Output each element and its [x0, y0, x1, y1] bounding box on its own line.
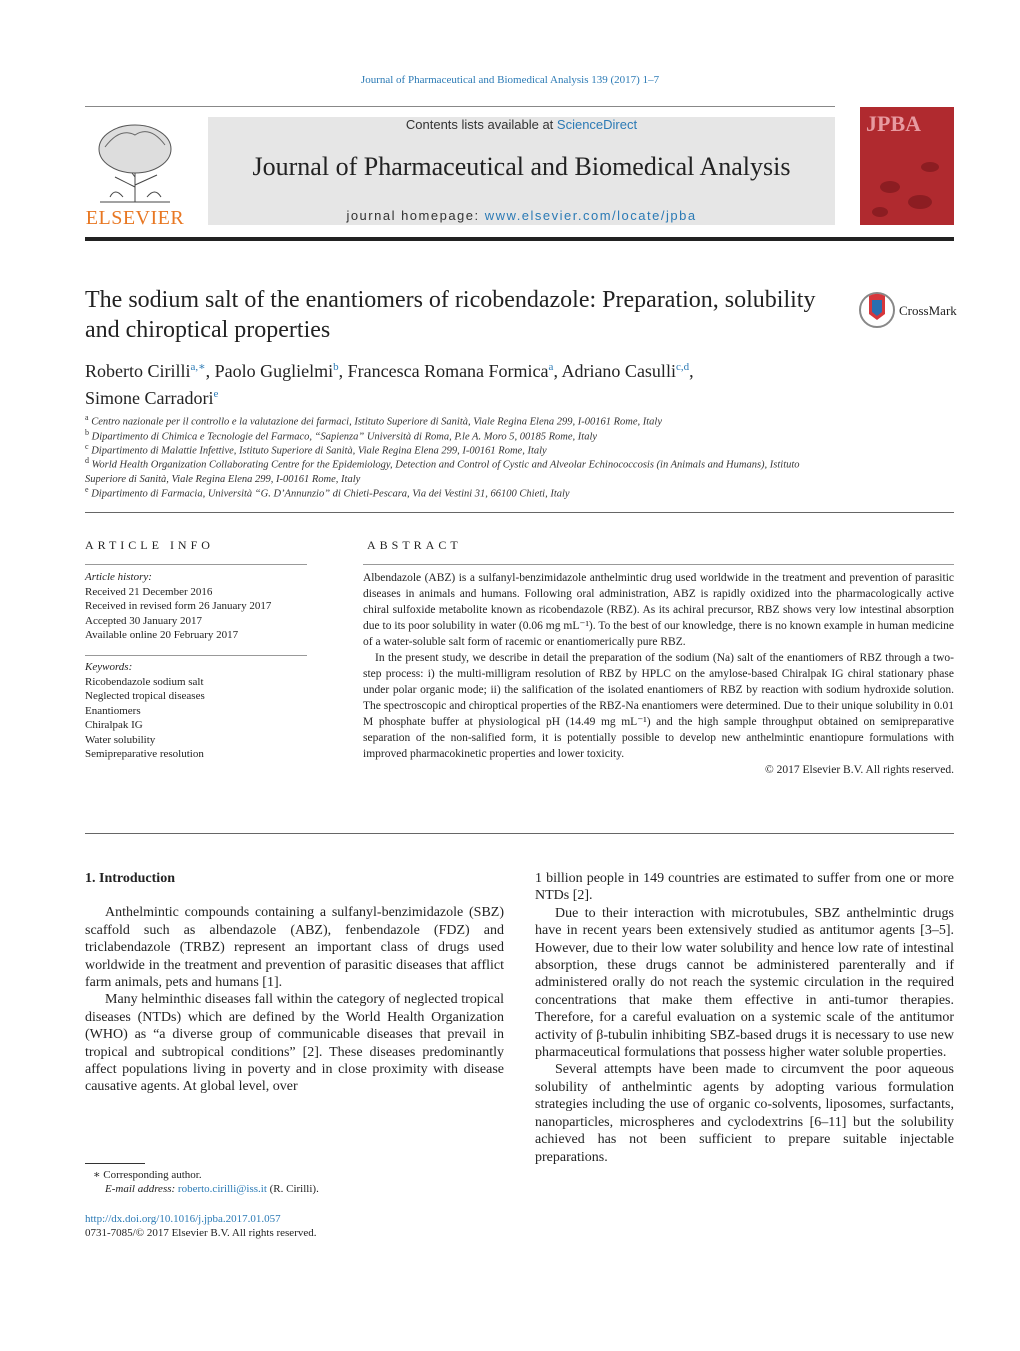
- email-link[interactable]: roberto.cirilli@iss.it: [177, 1183, 267, 1195]
- email-suffix: (R. Cirilli).: [266, 1183, 319, 1195]
- journal-cover-thumbnail[interactable]: [860, 107, 954, 225]
- body-paragraph: Due to their interaction with microtubules, SBZ anthelmintic drugs have in recent years been extensively studied as antitumor agents [3–5]. However, due to their low water solubility and hence low rate of intestinal absorption, these drugs cannot be administered parenterally and if administered orally do not reach the systemic circulation in the required concentrations that make them effective in anti-tumor therapies. Therefore, for a careful evaluation on a systemic scale of the antitumor activity of β-tubulin inhibiting SBZ-based drugs it is necessary to use new pharmaceutical formulations that possess higher water soluble properties.: [535, 905, 954, 1061]
- affiliation-text: Dipartimento di Chimica e Tecnologie del Farmaco, “Sapienza” Università di Roma, P.le A. Moro 5, 00185 Rome, Italy: [91, 431, 598, 443]
- keyword: Neglected tropical diseases: [85, 690, 205, 702]
- header-thick-rule: [85, 237, 954, 241]
- issn-line: 0731-7085/© 2017 Elsevier B.V. All rights reserved.: [85, 1227, 317, 1239]
- affiliation-key: a: [85, 413, 89, 422]
- history-item: Accepted 30 January 2017: [85, 614, 202, 627]
- crossmark-icon[interactable]: [858, 290, 898, 330]
- contents-line: [208, 117, 835, 132]
- affiliation-text: Centro nazionale per il controllo e la valutazione dei farmaci, Istituto Superiore di Sanità, Viale Regina Elena 299, I-00161 Rome, Italy: [91, 416, 662, 428]
- keywords-rule: [85, 655, 307, 656]
- keyword: Ricobendazole sodium salt: [85, 675, 204, 688]
- footnote-rule: [85, 1163, 145, 1164]
- homepage-line: [208, 208, 835, 223]
- cover-title: JPBA: [866, 111, 921, 136]
- author-name[interactable]: Francesca Romana Formica: [347, 361, 549, 381]
- doi-line: [85, 1212, 505, 1227]
- crossmark-label[interactable]: CrossMark: [899, 303, 957, 318]
- email-label: E-mail address:: [105, 1183, 178, 1195]
- homepage-prefix: journal homepage:: [346, 208, 485, 223]
- abstract-paragraph: Albendazole (ABZ) is a sulfanyl-benzimidazole anthelmintic drug used worldwide in the treatment and prevention of parasitic diseases in animals and humans. Following oral administration, ABZ is rapidly oxidized into the pharmacologically active chiral sulfoxide metabolite known as ricobendazole (RBZ). As its achiral precursor, RBZ shows very low intestinal absorption due to its poor solubility in water (0.06 mg mL⁻¹). To the best of our knowledge, there is no known example in human medicine of a water-soluble salt form of racemic or enantiomerically pure RBZ.: [363, 572, 954, 648]
- abstract-heading: ABSTRACT: [367, 538, 462, 552]
- homepage-link[interactable]: www.elsevier.com/locate/jpba: [484, 208, 697, 223]
- article-info-rule: [85, 564, 307, 565]
- abstract-body: [363, 570, 954, 778]
- author-affil-sup[interactable]: c,d: [675, 361, 690, 373]
- contents-prefix: Contents lists available at: [405, 117, 557, 132]
- body-paragraph: Many helminthic diseases fall within the category of neglected tropical diseases (NTDs) which are defined by the World Health Organization (WHO) as “a diverse group of communicable diseases that prevail in tropical and subtropical conditions” [2]. These diseases predominantly affect populations living in poverty and in close proximity with disease causative agents. At global level, over: [85, 992, 504, 1095]
- keyword: Water solubility: [85, 733, 156, 746]
- affiliation-key: b: [85, 428, 89, 437]
- affiliation-text: World Health Organization Collaborating Centre for the Epidemiology, Detection and Control of Cystic and Alveolar Echinococcosis (in Animals and Humans), Istituto Superiore di Sanità, Viale Regina Elena 299, I-00161 Rome, Italy: [85, 459, 800, 485]
- keyword: Chiralpak IG: [85, 719, 143, 731]
- author-affil-sup[interactable]: b: [333, 361, 339, 373]
- author-list: Roberto Cirilli$^{a,∗}$, Paolo Guglielmi$^b$, Francesca Romana Formica$^a$, Adriano Casulli$^{c,d}$, Simone Carradori$^e$: [85, 361, 694, 408]
- author-affil-sup[interactable]: a: [548, 361, 554, 373]
- author-name[interactable]: Roberto Cirilli: [85, 361, 191, 381]
- journal-title: Journal of Pharmaceutical and Biomedical Analysis: [252, 152, 791, 181]
- body-right-column: [535, 870, 954, 1166]
- header-divider: [85, 106, 835, 107]
- keywords-label: Keywords:: [85, 661, 133, 673]
- elsevier-wordmark[interactable]: ELSEVIER: [85, 207, 185, 229]
- article-title: The sodium salt of the enantiomers of ricobendazole: Preparation, solubility and chiroptical properties: [85, 287, 816, 343]
- affiliation-key: c: [85, 442, 89, 451]
- affiliation-text: Dipartimento di Farmacia, Università “G. D’Annunzio” di Chieti-Pescara, Via dei Vestini 31, 66100 Chieti, Italy: [91, 488, 570, 500]
- affiliation-key: e: [85, 485, 89, 494]
- abstract-paragraph: In the present study, we describe in detail the preparation of the sodium (Na) salt of the enantiomers of RBZ through a two-step process: i) the multi-milligram resolution of RBZ by HPLC on the amylose-based Chiralpak IG chiral stationary phase under polar organic mode; ii) the salification of the isolated enantiomers of RBZ by reaction with sodium hydroxide solution. The spectroscopic and chiroptical properties of the RBZ-Na enantiomers were determined. Due to their unique solubility in 0.01 M phosphate buffer at physiological pH (14.49 mg mL⁻¹) and the high sample throughput obtained on semipreparative separation of the non-salified form, it is potentially possible to develop new anthelmintic enantiopure formulations with improved pharmacokinetic properties and lower toxicity.: [363, 652, 954, 760]
- body-paragraph: Several attempts have been made to circumvent the poor aqueous solubility of anthelmintic agents by adopting various formulation strategies including the use of organic co-solvents, liposomes, surfactants, nanoparticles, microspheres and cyclodextrins [6–11] but the solubility achieved has not been sufficient to prepare suitable injectable preparations.: [535, 1062, 954, 1165]
- email-note: [85, 1182, 525, 1197]
- body-left-column: [85, 870, 504, 1096]
- affiliation: [85, 483, 955, 502]
- abstract-rule: [363, 564, 954, 565]
- sciencedirect-link[interactable]: ScienceDirect: [556, 117, 638, 132]
- section-heading-introduction: 1. Introduction: [85, 871, 175, 886]
- history-item: Received in revised form 26 January 2017: [85, 600, 272, 612]
- author-affil-sup[interactable]: e: [213, 388, 219, 400]
- author-name[interactable]: Simone Carradori: [85, 388, 214, 408]
- section-divider: [85, 512, 954, 513]
- history-item: Received 21 December 2016: [85, 585, 213, 598]
- body-paragraph: 1 billion people in 149 countries are estimated to suffer from one or more NTDs [2].: [535, 871, 954, 904]
- journal-citation[interactable]: Journal of Pharmaceutical and Biomedical Analysis 139 (2017) 1–7: [360, 74, 660, 86]
- author-affil-sup[interactable]: a,∗: [190, 361, 206, 373]
- body-paragraph: Anthelmintic compounds containing a sulfanyl-benzimidazole (SBZ) scaffold such as albendazole (ABZ), fenbendazole (FDZ) and triclabendazole (TRBZ) represent an important class of drugs used worldwide in the treatment and prevention of parasitic diseases that afflict farm animals, pets and humans [1].: [85, 905, 504, 991]
- history-label: Article history:: [85, 571, 152, 583]
- article-history: [85, 570, 315, 643]
- affiliation-text: Dipartimento di Malattie Infettive, Istituto Superiore di Sanità, Viale Regina Elena 299, I-00161 Rome, Italy: [91, 445, 547, 457]
- article-info-heading: ARTICLE INFO: [85, 538, 214, 552]
- cover-pattern: [860, 107, 954, 225]
- doi-link[interactable]: http://dx.doi.org/10.1016/j.jpba.2017.01.057: [85, 1213, 281, 1225]
- keyword: Semipreparative resolution: [85, 748, 204, 760]
- abstract-copyright: © 2017 Elsevier B.V. All rights reserved.: [765, 764, 954, 776]
- affiliation-key: d: [85, 456, 89, 465]
- author-name[interactable]: Adriano Casulli: [561, 361, 676, 381]
- history-item: Available online 20 February 2017: [85, 629, 239, 641]
- section-divider: [85, 833, 954, 834]
- corresponding-author-note: ∗ Corresponding author.: [93, 1169, 202, 1181]
- keywords-list: [85, 660, 315, 762]
- keyword: Enantiomers: [85, 704, 141, 717]
- author-name[interactable]: Paolo Guglielmi: [214, 361, 334, 381]
